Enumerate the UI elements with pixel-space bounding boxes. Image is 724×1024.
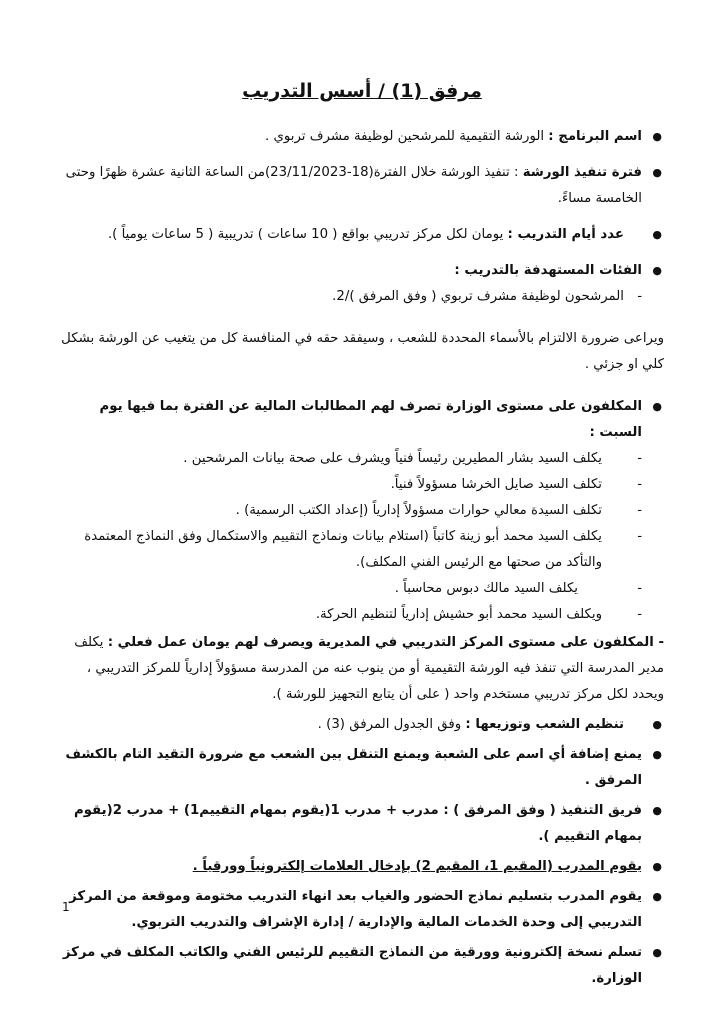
- program-label: اسم البرنامج :: [548, 129, 642, 144]
- directorate-paragraph: [60, 630, 664, 708]
- period-label: فترة تنفيذ الورشة: [522, 165, 642, 180]
- ministry-item-1: - يكلف السيد بشار المطيرين رئيساً فنياً ويشرف على صحة بيانات المرشحين .: [60, 446, 664, 472]
- team-label: فريق التنفيذ ( وفق المرفق ) :: [443, 803, 642, 818]
- ministry-item-2: - تكلف السيد صايل الخرشا مسؤولاً فنياً.: [60, 472, 664, 498]
- directorate-label: - المكلفون على مستوى المركز التدريبي في المديرية ويصرف لهم يومان عمل فعلي :: [107, 635, 664, 650]
- target-list-text: المرشحون لوظيفة مشرف تربوي ( وفق المرفق )/2.: [332, 289, 624, 304]
- note-paragraph: ويراعى ضرورة الالتزام بالأسماء المحددة للشعب ، وسيفقد حقه في المنافسة كل من يتغيب عن الورشة بشكل كلي او جزئي .: [61, 331, 664, 372]
- directorate-text: يكلف مدير المدرسة التي تنفذ فيه الورشة التقيمية أو من ينوب عنه من المدرسة مسؤولاً إدارياً للمركز التدريبي ، ويحدد لكل مركز تدريبي مستخدم واحد ( على أن يتابع التجهيز للورشة ).: [74, 635, 664, 702]
- program-text: الورشة التقيمية للمرشحين لوظيفة مشرف تربوي .: [265, 129, 549, 144]
- days-text: يومان لكل مركز تدريبي بواقع ( 10 ساعات ) تدريبية ( 5 ساعات يومياً ).: [107, 227, 508, 242]
- ministry-heading: ● المكلفون على مستوى الوزارة تصرف لهم المطالبات المالية عن الفترة بما فيها يوم السبت :: [60, 394, 664, 446]
- team-item: [60, 798, 664, 850]
- target-item: [60, 258, 664, 284]
- grades-item: ● يقوم المدرب (المقيم 1، المقيم 2) بإدخال العلامات إلكترونياً وورقياً .: [60, 854, 664, 880]
- org-label: تنظيم الشعب وتوزيعها :: [465, 717, 624, 732]
- days-item: [60, 222, 664, 248]
- ministry-item-6: - ويكلف السيد محمد أبو حشيش إدارياً لتنظيم الحركة.: [60, 602, 664, 628]
- program-item: [60, 124, 664, 150]
- target-list-item: [60, 284, 664, 310]
- period-item: [60, 160, 664, 212]
- period-text: : تنفيذ الورشة خلال الفترة(18-23/11/2023)من الساعة الثانية عشرة ظهرًا وحتى الخامسة مساءً.: [65, 165, 642, 206]
- ministry-item-4: - يكلف السيد محمد أبو زينة كاتباً (استلام بيانات ونماذج التقييم والاستكمال وفق النماذج المعتمدة والتأكد من صحتها مع الرئيس الفني المكلف).: [60, 524, 664, 576]
- org-item: [60, 712, 664, 738]
- copy-item: ● تسلم نسخة إلكترونية وورقية من النماذج التقييم للرئيس الفني والكاتب المكلف في مركز الوزارة.: [60, 940, 664, 992]
- target-label: الفئات المستهدفة بالتدريب :: [454, 263, 642, 278]
- prohibit-item: ● يمنع إضافة أي اسم على الشعبة ويمنع التنقل بين الشعب مع ضرورة التقيد التام بالكشف المرفق .: [60, 742, 664, 794]
- ministry-item-3: - تكلف السيدة معالي حوارات مسؤولاً إدارياً (إعداد الكتب الرسمية) .: [60, 498, 664, 524]
- org-text: وفق الجدول المرفق (3) .: [317, 717, 466, 732]
- attendance-item: ● يقوم المدرب بتسليم نماذج الحضور والغياب بعد انهاء التدريب مختومة وموقعة من المركز التدريبي إلى وحدة الخدمات المالية والإدارية / إدارة الإشراف والتدريب التربوي.: [60, 884, 664, 936]
- page-title: مرفق (1) / أسس التدريب: [242, 80, 482, 102]
- team-text: مدرب + مدرب 1(يقوم بمهام التقييم1) + مدرب 2(يقوم بمهام التقييم ).: [73, 803, 642, 844]
- page-number: 1: [62, 900, 70, 914]
- ministry-item-5: - يكلف السيد مالك دبوس محاسباً .: [60, 576, 664, 602]
- days-label: عدد أيام التدريب :: [507, 227, 624, 242]
